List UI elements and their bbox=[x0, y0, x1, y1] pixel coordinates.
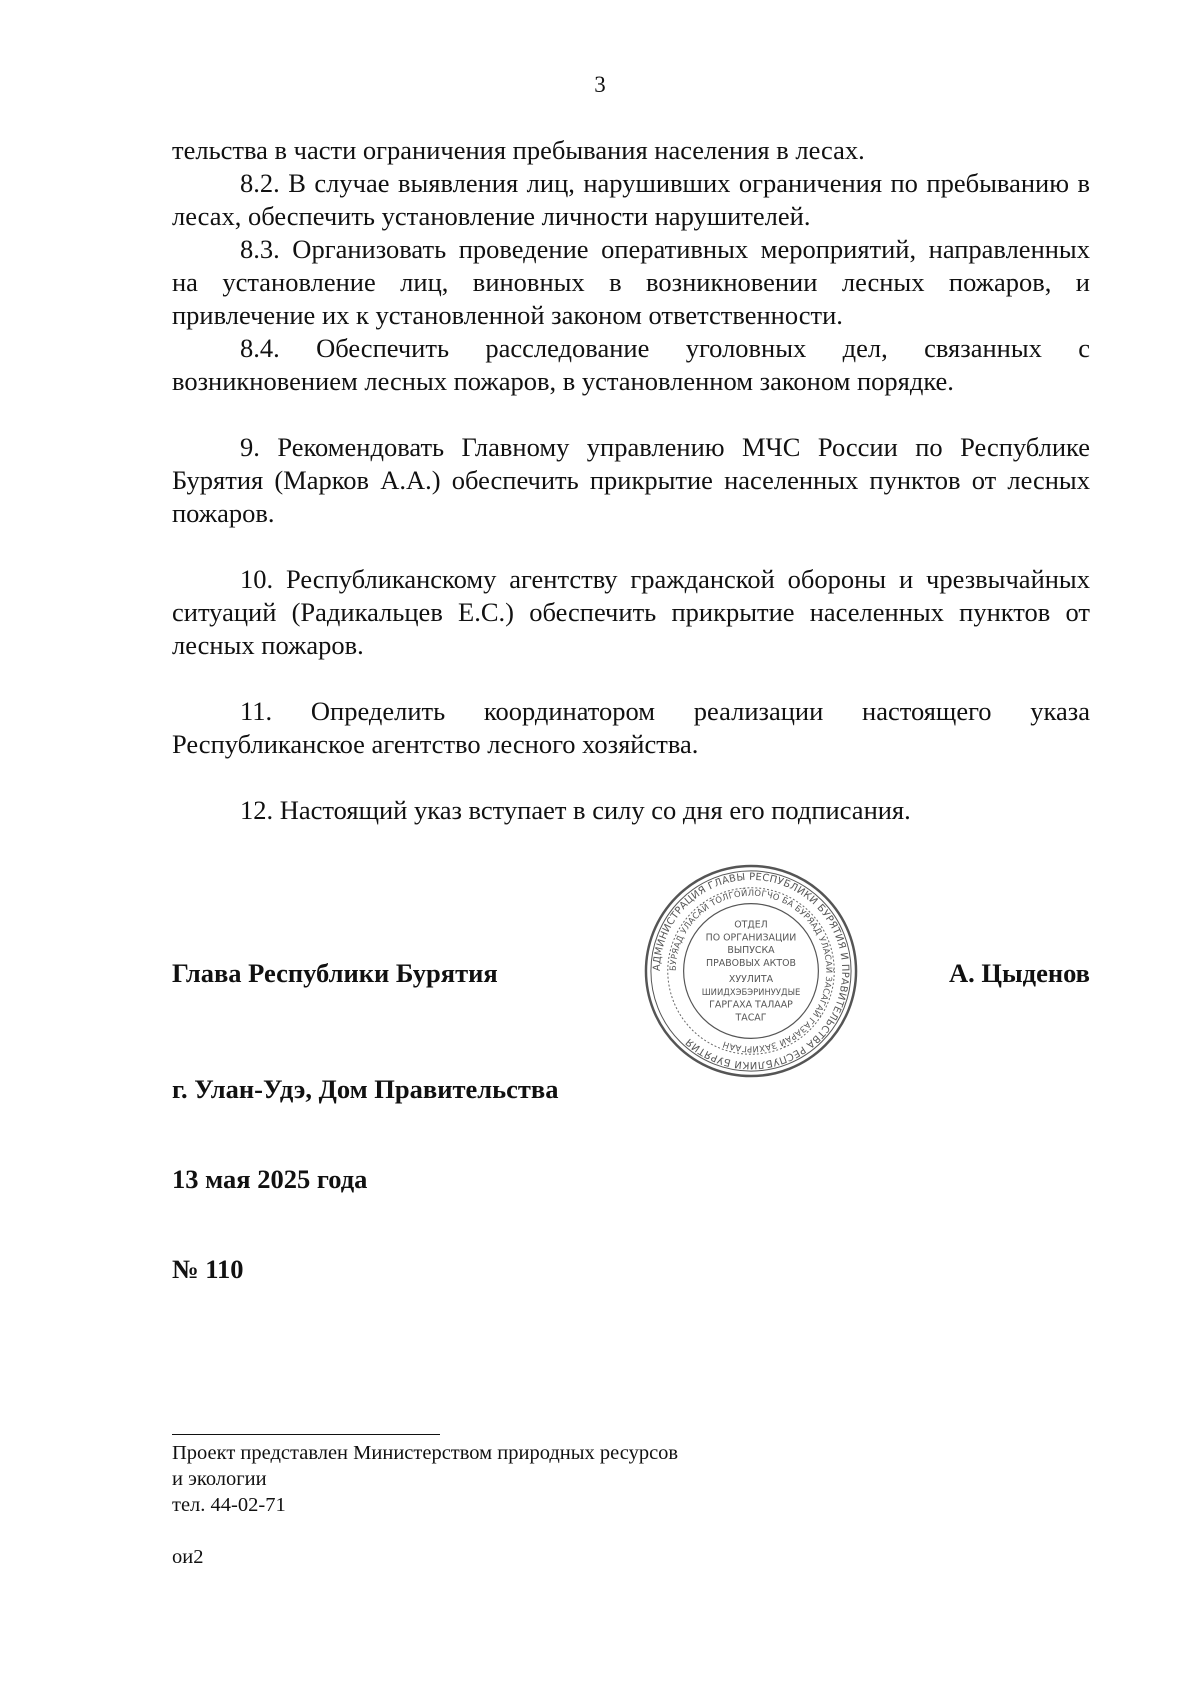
paragraph-10: 10. Республиканскому агентству гражданской обороны и чрезвычайных ситуаций (Радикальцев Е.С.) обеспечить прикрытие населенных пунктов от лесных пожаров. bbox=[172, 564, 1090, 660]
stamp-center-line: ШИИДХЭБЭРИНУУДЫЕ bbox=[701, 986, 801, 997]
footnote-divider bbox=[172, 1434, 440, 1435]
paragraph-8-3: 8.3. Организовать проведение оперативных мероприятий, направленных на установление лиц, виновных в возникновении лесных пожаров, и привлечение их к установленной законом ответственности. bbox=[172, 234, 1090, 330]
footnote-line: Проект представлен Министерством природных ресурсов bbox=[172, 1442, 679, 1464]
paragraph-8-4: 8.4. Обеспечить расследование уголовных дел, связанных с возникновением лесных пожаров, в установленном законом порядке. bbox=[172, 333, 1090, 396]
decree-body bbox=[172, 134, 1090, 827]
paragraph-9: 9. Рекомендовать Главному управлению МЧС России по Республике Бурятия (Марков А.А.) обеспечить прикрытие населенных пунктов от лесных пожаров. bbox=[172, 432, 1090, 528]
signing-date: 13 мая 2025 года bbox=[172, 1164, 368, 1194]
footnote bbox=[172, 1440, 678, 1518]
document-code: ои2 bbox=[172, 1546, 204, 1568]
footnote-line: тел. 44-02-71 bbox=[172, 1494, 286, 1516]
decree-number: № 110 bbox=[172, 1254, 244, 1284]
signatory-name: А. Цыденов bbox=[948, 958, 1090, 988]
svg-text:АДМИНИСТРАЦИЯ ГЛАВЫ РЕСПУБЛИКИ bbox=[652, 872, 850, 1070]
paragraph-continuation: тельства в части ограничения пребывания населения в лесах. bbox=[172, 135, 865, 165]
stamp-center-line: ТАСАГ bbox=[735, 1012, 767, 1024]
paragraph-12: 12. Настоящий указ вступает в силу со дня его подписания. bbox=[240, 795, 911, 825]
signing-place: г. Улан-Удэ, Дом Правительства bbox=[172, 1074, 559, 1104]
stamp-center-line: ПРАВОВЫХ АКТОВ bbox=[706, 958, 796, 970]
official-seal-stamp bbox=[642, 862, 860, 1080]
stamp-outer-text: АДМИНИСТРАЦИЯ ГЛАВЫ РЕСПУБЛИКИ БУРЯТИЯ И ПРАВИТЕЛЬСТВА РЕСПУБЛИКИ БУРЯТИЯ bbox=[651, 871, 851, 1071]
paragraph-11: 11. Определить координатором реализации настоящего указа Республиканское агентство лесного хозяйства. bbox=[172, 696, 1090, 759]
stamp-center-line: ГАРГАХА ТАЛААР bbox=[709, 999, 793, 1011]
stamp-center-line: ВЫПУСКА bbox=[727, 945, 775, 957]
stamp-inner-text: БУРЯАД УЛАСАЙ ТОЛГОЙЛОГЧО БА БУРЯАД УЛАСАЙ ЗАСАГАЙ ГАЗАРАЙ ЗАХИРГААН bbox=[667, 887, 835, 1055]
page-number: 3 bbox=[594, 72, 606, 97]
paragraph-8-2: 8.2. В случае выявления лиц, нарушивших ограничения по пребыванию в лесах, обеспечить установление личности нарушителей. bbox=[172, 168, 1090, 231]
footnote-line: и экологии bbox=[172, 1468, 267, 1490]
stamp-center-line: ОТДЕЛ bbox=[734, 919, 768, 931]
stamp-center-line: ХУУЛИТА bbox=[728, 973, 774, 985]
stamp-center-line: ПО ОРГАНИЗАЦИИ bbox=[705, 932, 797, 944]
signatory-position: Глава Республики Бурятия bbox=[172, 958, 498, 988]
